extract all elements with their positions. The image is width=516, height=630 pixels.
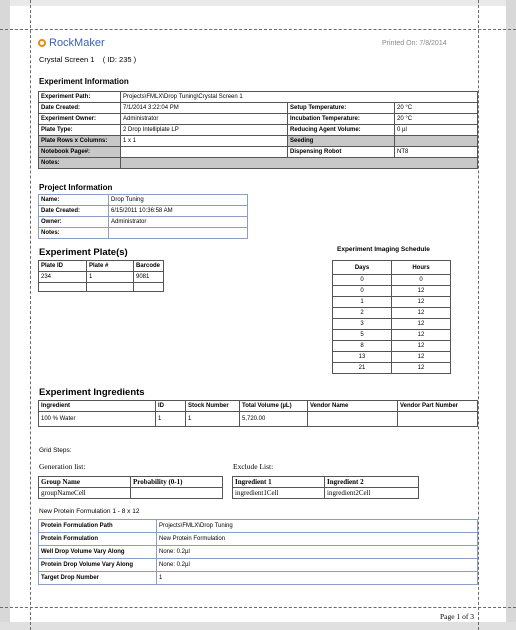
table-cell: Notes: — [39, 158, 121, 169]
table-cell — [109, 228, 248, 239]
table-cell: Target Drop Number — [39, 572, 157, 585]
printed-on: Printed On: 7/8/2014 — [382, 40, 447, 47]
table-cell: NT8 — [395, 147, 478, 158]
table-cell: 21 — [333, 363, 392, 374]
table-row — [333, 308, 451, 319]
table-header: Plate # — [87, 261, 134, 272]
table-cell: Setup Temperature: — [288, 103, 395, 114]
table-cell — [87, 283, 134, 292]
table-header-row — [39, 477, 223, 488]
table-cell: 13 — [333, 352, 392, 363]
table-header: Probability (0-1) — [131, 477, 223, 488]
table-cell: Protein Formulation Path — [39, 520, 157, 533]
table-row — [39, 228, 248, 239]
table-cell: None: 0.2µl — [157, 546, 478, 559]
table-header: Ingredient — [39, 401, 156, 412]
table-header: Group Name — [39, 477, 131, 488]
table-cell: Date Created: — [39, 206, 109, 217]
table-row — [39, 559, 478, 572]
table-header: Ingredient 2 — [325, 477, 419, 488]
table-cell: 100 % Water — [39, 412, 156, 427]
table-header: Plate ID — [39, 261, 87, 272]
protein-title: New Protein Formulation 1 - 8 x 12 — [39, 508, 140, 515]
margin-guide-right — [478, 0, 479, 630]
table-cell — [398, 412, 478, 427]
table-cell — [121, 158, 478, 169]
table-cell: 0 µl — [395, 125, 478, 136]
table-row — [333, 341, 451, 352]
table-cell: Date Created: — [39, 103, 121, 114]
table-cell: 3 — [333, 319, 392, 330]
table-cell: 12 — [392, 297, 451, 308]
table-cell: 5,720.00 — [240, 412, 308, 427]
table-header: Stock Number — [186, 401, 240, 412]
table-cell: groupNameCell — [39, 488, 131, 499]
table-cell — [39, 283, 87, 292]
table-cell: 1 — [87, 272, 134, 283]
page-number: Page 1 of 3 — [440, 612, 474, 621]
table-cell: 1 — [333, 297, 392, 308]
table-cell: Drop Tuning — [109, 195, 248, 206]
table-cell: 2 — [333, 308, 392, 319]
table-row — [39, 114, 478, 125]
table-cell: Administrator — [109, 217, 248, 228]
table-cell: 12 — [392, 330, 451, 341]
table-cell: 2 Drop Intelliplate LP — [121, 125, 288, 136]
table-cell: 5 — [333, 330, 392, 341]
table-cell: 12 — [392, 308, 451, 319]
table-row — [39, 147, 478, 158]
table-header: Days — [333, 261, 392, 275]
table-cell: 8 — [333, 341, 392, 352]
table-cell: 12 — [392, 286, 451, 297]
table-cell: Reducing Agent Volume: — [288, 125, 395, 136]
protein-table — [38, 519, 478, 585]
table-cell: 20 °C — [395, 114, 478, 125]
table-cell: 12 — [392, 363, 451, 374]
table-row — [333, 352, 451, 363]
table-row — [39, 488, 223, 499]
experiment-info-table — [38, 91, 478, 169]
table-row — [39, 195, 248, 206]
table-cell: None: 0.2µl — [157, 559, 478, 572]
table-cell: Experiment Owner: — [39, 114, 121, 125]
experiment-info-title: Experiment Information — [39, 77, 129, 86]
table-cell: 12 — [392, 352, 451, 363]
table-row — [39, 206, 248, 217]
generation-table — [38, 476, 223, 499]
table-cell: Protein Formulation — [39, 533, 157, 546]
table-cell: 1 — [156, 412, 186, 427]
exclude-table — [232, 476, 419, 499]
margin-guide-bottom — [0, 607, 516, 608]
table-cell: Plate Rows x Columns: — [39, 136, 121, 147]
table-row — [39, 92, 478, 103]
table-cell: Projects\FMLX\Drop Tuning — [157, 520, 478, 533]
table-cell: Dispensing Robot — [288, 147, 395, 158]
table-header-row — [333, 261, 451, 275]
page-frame-bottom — [0, 622, 516, 630]
table-row — [39, 103, 478, 114]
table-row — [333, 297, 451, 308]
table-header: Hours — [392, 261, 451, 275]
table-header: Vendor Name — [308, 401, 398, 412]
table-row — [39, 533, 478, 546]
logo-text: RockMaker — [49, 37, 105, 49]
table-cell: Protein Drop Volume Vary Along — [39, 559, 157, 572]
ingredients-title: Experiment Ingredients — [39, 387, 145, 398]
table-row — [39, 272, 164, 283]
page-frame-left — [0, 0, 10, 630]
table-cell — [308, 412, 398, 427]
page-frame-top — [0, 0, 516, 6]
table-cell — [121, 147, 288, 158]
project-info-table — [38, 194, 248, 239]
table-header-row — [39, 261, 164, 272]
table-header-row — [39, 401, 478, 412]
table-cell: New Protein Formulation — [157, 533, 478, 546]
table-header: Total Volume (µL) — [240, 401, 308, 412]
table-cell: Administrator — [121, 114, 288, 125]
table-row — [39, 158, 478, 169]
imaging-title: Experiment Imaging Schedule — [337, 246, 430, 253]
grid-steps-label: Grid Steps: — [39, 447, 72, 454]
table-cell: 1 — [157, 572, 478, 585]
table-row — [333, 275, 451, 286]
table-cell: 12 — [392, 319, 451, 330]
table-cell: ingredient2Cell — [325, 488, 419, 499]
table-cell: 234 — [39, 272, 87, 283]
exclude-list-label: Exclude List: — [233, 462, 274, 471]
margin-guide-left — [30, 0, 31, 630]
experiment-subtitle: Crystal Screen 1 ( ID: 235 ) — [39, 55, 137, 64]
table-row — [333, 330, 451, 341]
table-row — [39, 136, 478, 147]
table-row — [39, 217, 248, 228]
table-row — [333, 286, 451, 297]
plates-title: Experiment Plate(s) — [39, 247, 128, 258]
table-row — [233, 488, 419, 499]
table-cell: 0 — [392, 275, 451, 286]
table-cell: 0 — [333, 275, 392, 286]
table-row — [39, 520, 478, 533]
generation-list-label: Generation list: — [39, 462, 86, 471]
table-row — [39, 412, 478, 427]
table-row-spacer — [39, 283, 164, 292]
table-cell: 20 °C — [395, 103, 478, 114]
project-info-title: Project Information — [39, 183, 113, 192]
table-cell: Owner: — [39, 217, 109, 228]
imaging-table — [332, 260, 451, 374]
table-row — [39, 125, 478, 136]
table-cell — [395, 136, 478, 147]
table-cell: Plate Type: — [39, 125, 121, 136]
rockmaker-logo — [38, 37, 105, 49]
table-cell: Incubation Temperature: — [288, 114, 395, 125]
table-cell — [131, 488, 223, 499]
table-cell: 9081 — [134, 272, 164, 283]
table-cell: 1 — [186, 412, 240, 427]
table-cell: ingredient1Cell — [233, 488, 325, 499]
table-row — [39, 572, 478, 585]
table-header: ID — [156, 401, 186, 412]
table-cell: Notes: — [39, 228, 109, 239]
margin-guide-top — [0, 29, 516, 30]
ingredients-table — [38, 400, 478, 427]
logo-icon — [38, 39, 46, 47]
table-cell: Notebook Page#: — [39, 147, 121, 158]
plates-table — [38, 260, 164, 292]
table-cell: 7/1/2014 3:22:04 PM — [121, 103, 288, 114]
table-row — [333, 319, 451, 330]
table-row — [39, 546, 478, 559]
table-cell: Name: — [39, 195, 109, 206]
table-row — [333, 363, 451, 374]
page-frame-right — [506, 0, 516, 630]
table-cell — [134, 283, 164, 292]
table-header: Ingredient 1 — [233, 477, 325, 488]
table-header: Barcode — [134, 261, 164, 272]
table-cell: 12 — [392, 341, 451, 352]
table-cell: 6/15/2011 10:36:58 AM — [109, 206, 248, 217]
table-cell: 0 — [333, 286, 392, 297]
table-cell: Projects\FMLX\Drop Tuning\Crystal Screen 1 — [121, 92, 478, 103]
table-header-row — [233, 477, 419, 488]
table-header: Vendor Part Number — [398, 401, 478, 412]
table-cell: Seeding — [288, 136, 395, 147]
table-cell: Well Drop Volume Vary Along — [39, 546, 157, 559]
table-cell: 1 x 1 — [121, 136, 288, 147]
table-cell: Experiment Path: — [39, 92, 121, 103]
